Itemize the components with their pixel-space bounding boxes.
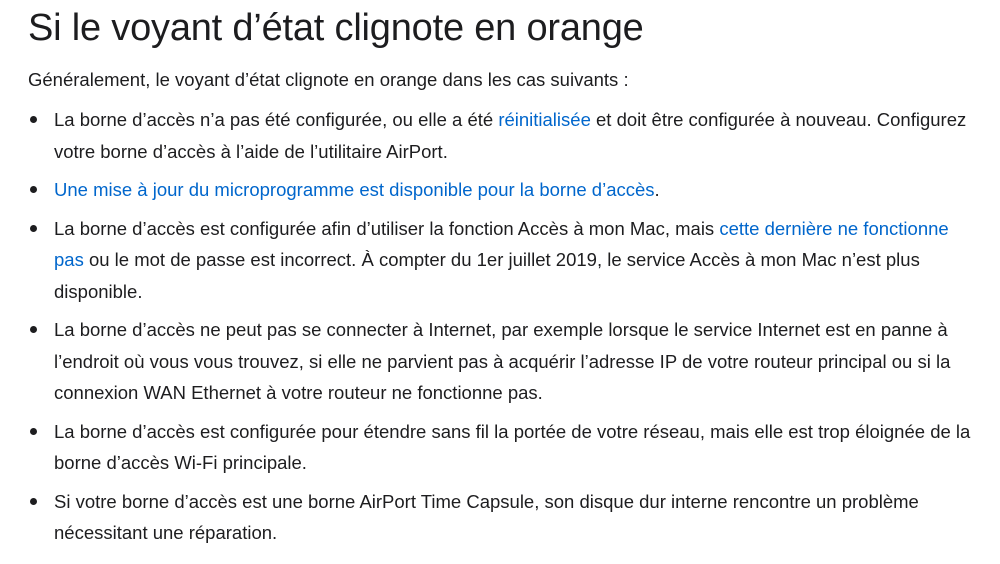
item-text-before: La borne d’accès est configurée afin d’utiliser la fonction Accès à mon Mac, mais [54,217,720,239]
item-text: La borne d’accès est configurée pour étendre sans fil la portée de votre réseau, mais elle est trop éloignée de la borne d’accès Wi-Fi principale. [54,420,971,473]
item-text-before: La borne d’accès n’a pas été configurée, ou elle a été [54,109,499,130]
list-item [28,174,980,206]
list-item [28,486,980,549]
item-text-after: et doit être configurée à nouveau. Configurez votre borne d’accès à l’aide de l’utilitaire AirPort. [54,109,967,162]
item-text-after: . [654,179,660,200]
causes-list [28,104,980,549]
firmware-update-link[interactable]: Une mise à jour du microprogramme est disponible pour la borne d’accès [54,179,655,200]
intro-text: Généralement, le voyant d’état clignote en orange dans les cas suivants : [28,69,629,90]
item-text: Si votre borne d’accès est une borne AirPort Time Capsule, son disque dur interne rencontre un problème nécessitant une réparation. [54,490,919,543]
bullet-icon [30,186,37,193]
list-item [28,314,980,409]
page-title: Si le voyant d’état clignote en orange [28,7,644,49]
item-text-after: ou le mot de passe est incorrect. À compter du 1er juillet 2019, le service Accès à mon Mac n’est plus disponible. [54,249,920,302]
bullet-icon [30,326,37,333]
reset-link[interactable]: réinitialisée [498,109,591,130]
item-text: La borne d’accès ne peut pas se connecter à Internet, par exemple lorsque le service Internet est en panne à l’endroit où vous vous trouvez, si elle ne parvient pas à acquérir l’adresse IP de votre routeur principal ou si la connexion WAN Ethernet à votre routeur ne fonctionne pas. [54,319,951,403]
back-to-my-mac-link[interactable]: cette dernière ne fonctionne pas [54,217,949,270]
bullet-icon [30,225,37,232]
bullet-icon [30,116,37,123]
list-item [28,416,980,479]
bullet-icon [30,428,37,435]
list-item [28,104,980,167]
list-item [28,213,980,308]
bullet-icon [30,498,37,505]
